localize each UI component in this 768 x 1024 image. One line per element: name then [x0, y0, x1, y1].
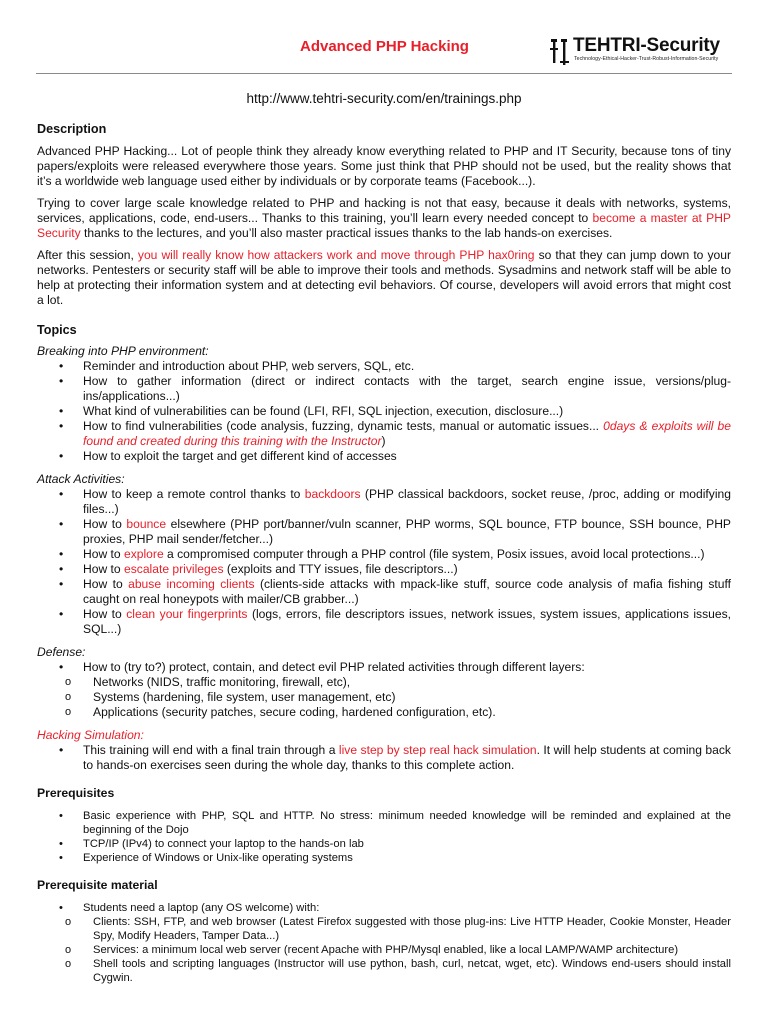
topics-heading: Topics [37, 323, 77, 337]
list-item: o Shell tools and scripting languages (Instructor will use python, bash, curl, netcat, wget, etc). Windows end-users should install Cygwin. [37, 957, 731, 985]
list-item: • How to (try to?) protect, contain, and detect evil PHP related activities through different layers: [37, 660, 731, 675]
prerequisites-heading: Prerequisites [37, 786, 115, 800]
logo-mark-icon [549, 36, 571, 68]
defense-sublist [37, 675, 731, 720]
list-item: o Services: a minimum local web server (recent Apache with PHP/Mysql enabled, like a local LAMP/WAMP architecture) [37, 943, 731, 957]
defense-subtitle: Defense: [37, 645, 86, 659]
material-list [37, 901, 731, 915]
simulation-list [37, 743, 731, 773]
description-paragraph-2: Trying to cover large scale knowledge related to PHP and hacking is not that easy, because it deals with networks, systems, services, applications, code, end-users... Thanks to this training, you’ll learn every needed concept to become a master at PHP Security thanks to the lectures, and you’ll also master practical issues thanks to the lab hands-on exercises. [37, 196, 731, 240]
breaking-subtitle: Breaking into PHP environment: [37, 344, 209, 358]
list-item: o Networks (NIDS, traffic monitoring, firewall, etc), [37, 675, 731, 690]
logo-wordmark: TEHTRI-Security [573, 35, 720, 56]
document-body [37, 122, 731, 985]
list-item: • How to abuse incoming clients (clients-side attacks with mpack-like stuff, source code analysis of mafia fishing stuff caught on real honeypots with mailer/CB grabber...) [37, 577, 731, 607]
material-heading: Prerequisite material [37, 878, 158, 892]
breaking-list [37, 359, 731, 464]
list-item: o Clients: SSH, FTP, and web browser (Latest Firefox suggested with those plug-ins: Live HTTP Header, Cookie Monster, Header Spy, Modify Headers, Tamper Data...) [37, 915, 731, 943]
material-sublist [37, 915, 731, 985]
list-item: • How to exploit the target and get different kind of accesses [37, 449, 731, 464]
list-item: o Systems (hardening, file system, user management, etc) [37, 690, 731, 705]
list-item: • How to escalate privileges (exploits and TTY issues, file descriptors...) [37, 562, 731, 577]
description-paragraph-3: After this session, you will really know how attackers work and move through PHP hax0ring so that they can jump down to your networks. Pentesters or security staff will be able to improve their tools and methods. Sysadmins and network staff will be able to help at protecting their information system and at detecting evil behaviors. Of course, developers will avoid errors that might cost a lot. [37, 248, 731, 307]
header-divider [36, 73, 732, 74]
list-item: • Reminder and introduction about PHP, web servers, SQL, etc. [37, 359, 731, 374]
list-item: • How to bounce elsewhere (PHP port/banner/vuln scanner, PHP worms, SQL bounce, FTP bounce, SSH bounce, PHP proxies, PHP mail sender/fetcher...) [37, 517, 731, 547]
attack-list [37, 487, 731, 637]
page-header [0, 0, 768, 74]
simulation-subtitle: Hacking Simulation: [37, 728, 144, 742]
description-heading: Description [37, 122, 107, 136]
list-item: • This training will end with a final train through a live step by step real hack simulation. It will help students at coming back to hands-on exercises seen during the whole day, thanks to this complete action. [37, 743, 731, 773]
logo-tagline: Technology-Ethical-Hacker-Trust-Robust-Information-Security [574, 56, 719, 62]
attack-subtitle: Attack Activities: [37, 472, 125, 486]
prerequisites-list [37, 809, 731, 865]
list-item: • How to clean your fingerprints (logs, errors, file descriptors issues, network issues, system issues, applications issues, SQL...) [37, 607, 731, 637]
list-item: • What kind of vulnerabilities can be found (LFI, RFI, SQL injection, execution, disclosure...) [37, 404, 731, 419]
list-item: • How to gather information (direct or indirect contacts with the target, search engine issue, versions/plug-ins/applications...) [37, 374, 731, 404]
list-item: • Experience of Windows or Unix-like operating systems [37, 851, 731, 865]
list-item: • How to keep a remote control thanks to backdoors (PHP classical backdoors, socket reuse, /proc, adding or modifying files...) [37, 487, 731, 517]
list-item: • TCP/IP (IPv4) to connect your laptop to the hands-on lab [37, 837, 731, 851]
company-logo [549, 36, 734, 68]
list-item: • How to find vulnerabilities (code analysis, fuzzing, dynamic tests, manual or automatic issues... 0days & exploits will be found and created during this training with the Instructor) [37, 419, 731, 449]
defense-list [37, 660, 731, 675]
training-url[interactable]: http://www.tehtri-security.com/en/trainings.php [246, 91, 522, 106]
list-item: • How to explore a compromised computer through a PHP control (file system, Posix issues, avoid local protections...) [37, 547, 731, 562]
list-item: o Applications (security patches, secure coding, hardened configuration, etc). [37, 705, 731, 720]
list-item: • Basic experience with PHP, SQL and HTTP. No stress: minimum needed knowledge will be reminded and explained at the beginning of the Dojo [37, 809, 731, 837]
description-paragraph-1: Advanced PHP Hacking... Lot of people think they already know everything related to PHP and IT Security, because tons of tiny papers/exploits were released everywhere those years. Some just think that PHP should not be used, but the reality shows that it’s a worldwide web language used either by individuals or by corporate teams (Facebook...). [37, 144, 731, 188]
document-title: Advanced PHP Hacking [300, 38, 469, 55]
list-item: • Students need a laptop (any OS welcome) with: [37, 901, 731, 915]
